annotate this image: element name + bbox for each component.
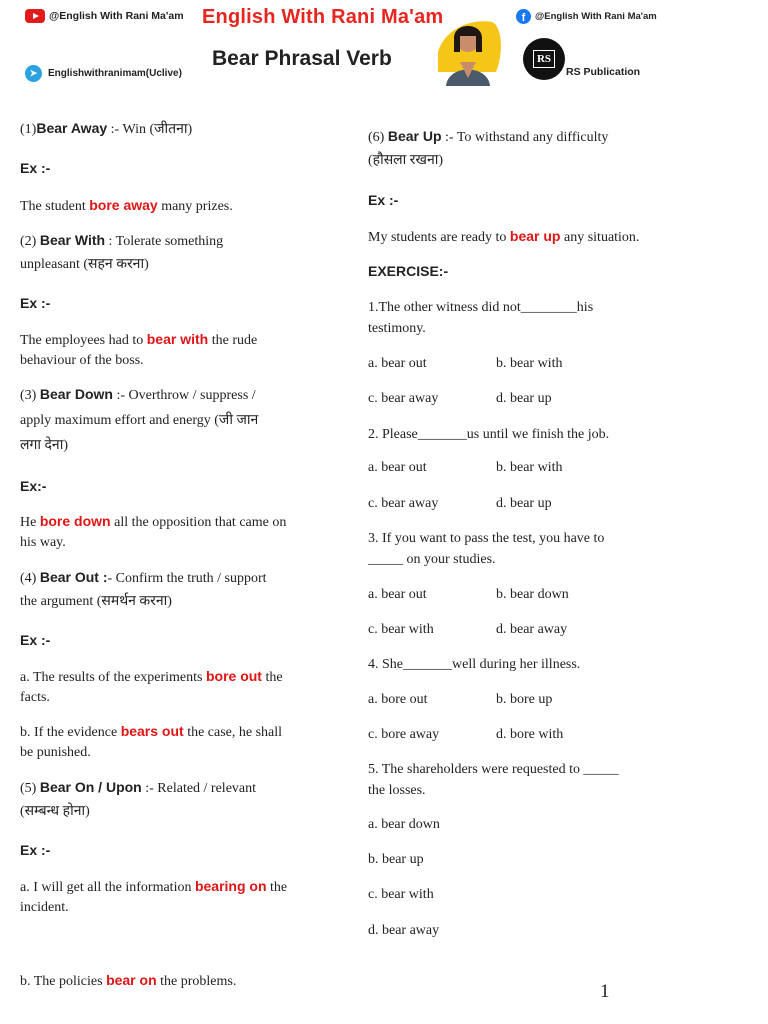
example-sentence: a. The results of the experiments bore out the — [20, 668, 283, 685]
telegram-icon: ➤ — [25, 65, 42, 82]
option-b[interactable]: b. bear with — [496, 460, 563, 475]
example-sentence: The student bore away many prizes. — [20, 197, 233, 214]
example-sentence-cont: facts. — [20, 690, 50, 705]
example-label: Ex :- — [20, 295, 51, 311]
term-bear-out: (4) Bear Out :- Confirm the truth / support — [20, 569, 267, 586]
option-row — [368, 689, 553, 710]
example-label: Ex :- — [20, 160, 51, 176]
option-d[interactable]: d. bear up — [496, 391, 552, 406]
option-a[interactable]: a. bore out — [368, 692, 428, 707]
example-sentence-cont: behaviour of the boss. — [20, 353, 144, 368]
term-bear-up: (6) Bear Up :- To withstand any difficulty — [368, 128, 609, 145]
option-row — [368, 457, 563, 478]
example-label: Ex :- — [368, 192, 399, 208]
option-d[interactable]: d. bear away — [496, 622, 568, 637]
example-sentence: b. If the evidence bears out the case, he shall — [20, 723, 283, 740]
question-5: 5. The shareholders were requested to _____ — [368, 762, 619, 777]
facebook-icon: f — [516, 9, 531, 24]
example-sentence-cont: be punished. — [20, 745, 91, 760]
question-3-cont: _____ on your studies. — [368, 552, 496, 567]
option-d[interactable]: d. bear up — [496, 496, 552, 511]
question-1: 1.The other witness did not________his — [368, 300, 594, 315]
option-row — [368, 353, 563, 374]
definition-line: लगा देना) — [20, 438, 68, 453]
option-c[interactable]: c. bore away — [368, 727, 440, 742]
option-row — [368, 584, 569, 605]
page-number: 1 — [600, 981, 610, 1002]
question-3: 3. If you want to pass the test, you have to — [368, 531, 605, 546]
example-sentence: a. I will get all the information bearing on the — [20, 878, 288, 895]
youtube-handle[interactable]: @English With Rani Ma'am — [25, 9, 184, 23]
option-row — [368, 388, 552, 409]
option-c[interactable]: c. bear with — [368, 887, 434, 902]
option-a[interactable]: a. bear down — [368, 817, 440, 832]
example-sentence-cont: incident. — [20, 900, 69, 915]
example-sentence: My students are ready to bear up any situation. — [368, 228, 640, 245]
rs-publication-logo: RS — [523, 38, 565, 80]
option-a[interactable]: a. bear out — [368, 460, 427, 475]
question-4: 4. She_______well during her illness. — [368, 657, 581, 672]
page-header — [0, 0, 768, 92]
term-bear-away: (1)Bear Away :- Win (जीतना) — [20, 120, 193, 137]
definition-line: (सम्बन्ध होना) — [20, 804, 90, 819]
example-sentence-cont: his way. — [20, 535, 66, 550]
option-d[interactable]: d. bear away — [368, 923, 440, 938]
definition-line: unpleasant (सहन करना) — [20, 257, 149, 272]
example-label: Ex :- — [20, 632, 51, 648]
option-row — [368, 619, 568, 640]
option-c[interactable]: c. bear away — [368, 391, 439, 406]
exercise-title: EXERCISE:- — [368, 263, 449, 279]
option-row — [368, 493, 552, 514]
option-d[interactable]: d. bore with — [496, 727, 564, 742]
presenter-photo — [430, 12, 504, 86]
option-a[interactable]: a. bear out — [368, 587, 427, 602]
option-row — [368, 724, 564, 745]
page-title: Bear Phrasal Verb — [212, 47, 392, 70]
example-label: Ex :- — [20, 842, 51, 858]
publisher-name: RS Publication — [566, 66, 641, 78]
term-bear-down: (3) Bear Down :- Overthrow / suppress / — [20, 386, 256, 403]
example-sentence: He bore down all the opposition that came on — [20, 513, 287, 530]
definition-line: (हौसला रखना) — [368, 153, 444, 168]
term-bear-with: (2) Bear With : Tolerate something — [20, 232, 224, 249]
term-bear-on-upon: (5) Bear On / Upon :- Related / relevant — [20, 779, 257, 796]
option-b[interactable]: b. bore up — [496, 692, 553, 707]
option-b[interactable]: b. bear down — [496, 587, 569, 602]
definition-line: apply maximum effort and energy (जी जान — [20, 413, 259, 428]
example-label: Ex:- — [20, 478, 47, 494]
option-b[interactable]: b. bear up — [368, 852, 424, 867]
youtube-icon — [25, 9, 45, 23]
question-1-cont: testimony. — [368, 321, 426, 336]
example-sentence: The employees had to bear with the rude — [20, 331, 258, 348]
example-sentence: b. The policies bear on the problems. — [20, 972, 237, 989]
facebook-handle[interactable]: f @English With Rani Ma'am — [516, 9, 657, 24]
option-a[interactable]: a. bear out — [368, 356, 427, 371]
option-c[interactable]: c. bear away — [368, 496, 439, 511]
option-c[interactable]: c. bear with — [368, 622, 434, 637]
question-2: 2. Please_______us until we finish the job. — [368, 427, 610, 442]
brand-title: English With Rani Ma'am — [202, 6, 444, 28]
question-5-cont: the losses. — [368, 783, 426, 798]
definition-line: the argument (समर्थन करना) — [20, 594, 172, 609]
telegram-handle[interactable]: ➤ Englishwithranimam(Uclive) — [25, 65, 182, 82]
option-b[interactable]: b. bear with — [496, 356, 563, 371]
